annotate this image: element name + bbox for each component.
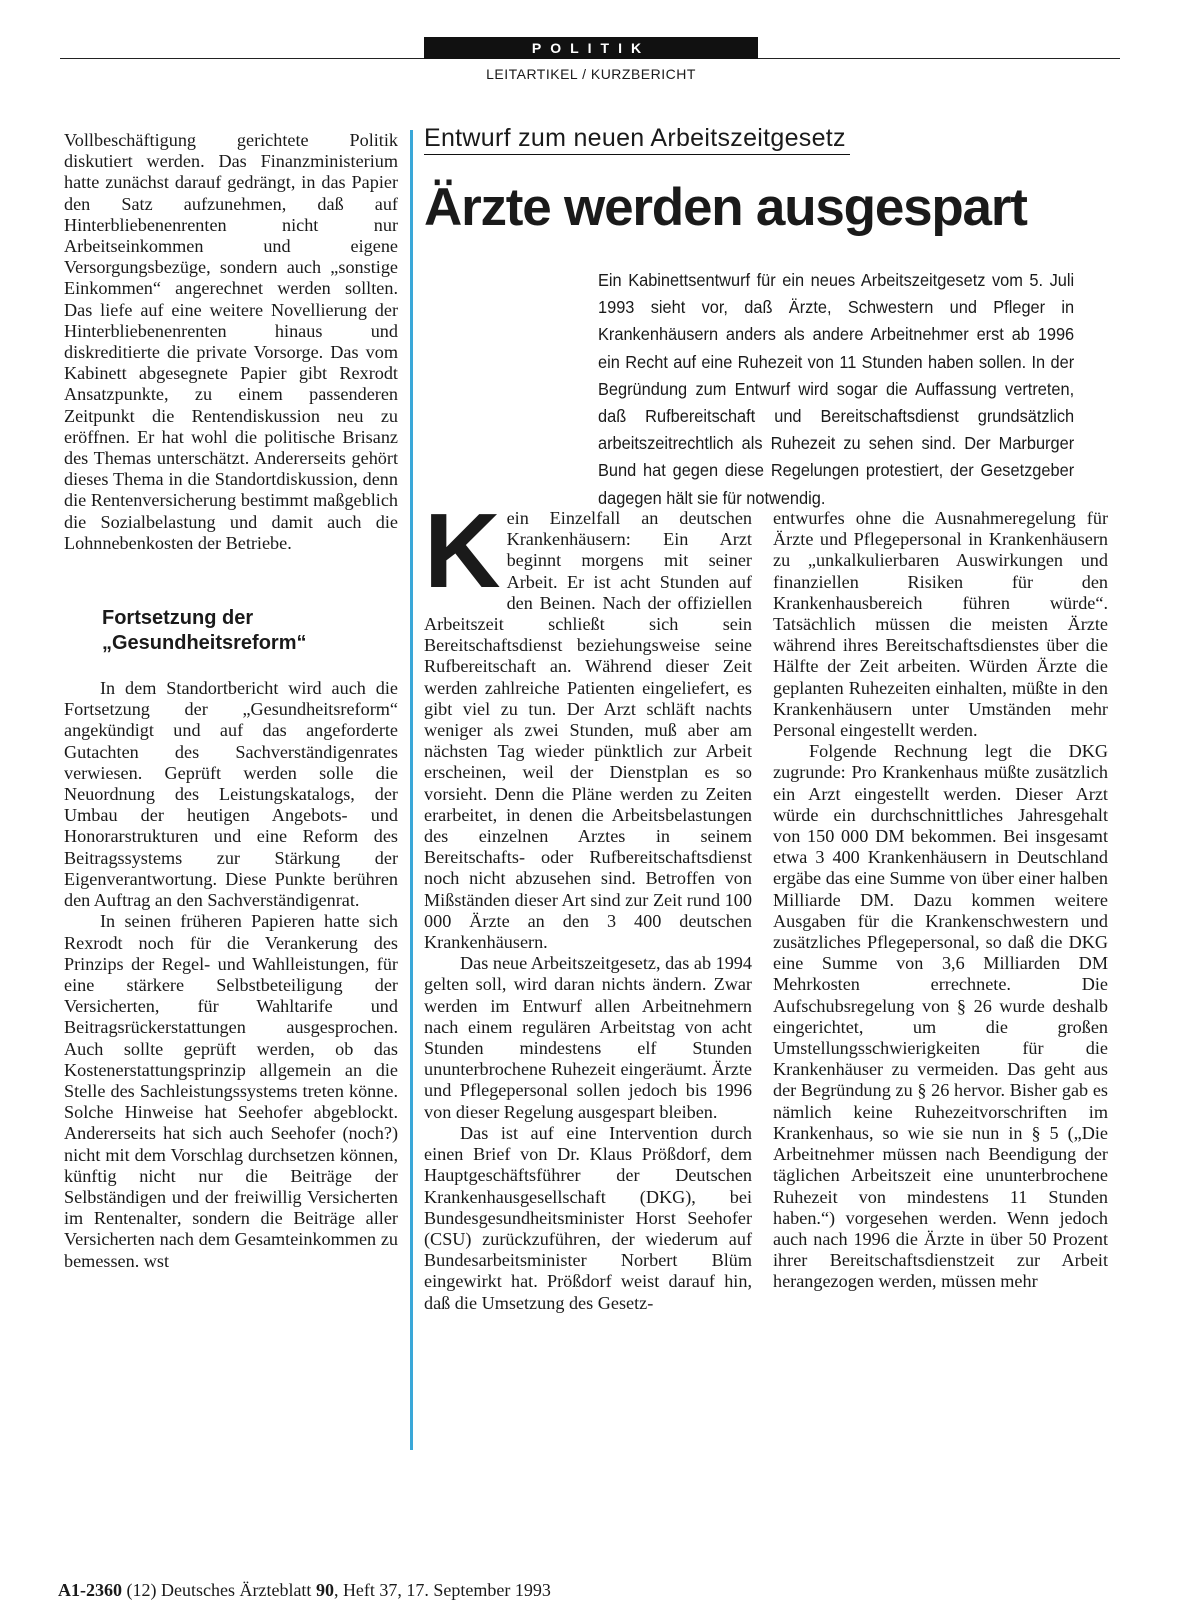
left-column (64, 130, 398, 1272)
issue-date: , Heft 37, 17. September 1993 (333, 1580, 551, 1600)
subheading-line-1: Fortsetzung der (102, 607, 254, 630)
article-headline: Ärzte werden ausgespart (424, 178, 1027, 237)
page-id: A1-2360 (58, 1580, 122, 1600)
article-paragraph-2: Das neue Arbeitszeitgesetz, das ab 1994 gelten soll, wird daran nichts ändern. Zwar werden im Entwurf allen Arbeitnehmern nach einem regulären Arbeitstag von acht Stunden mindestens elf Stunden ununterbrochene Ruhezeit eingeräumt. Ärzte und Pflegepersonal sollen jedoch bis 1996 von dieser Regelung ausgespart bleiben. (424, 953, 752, 1122)
article-lead: Ein Kabinettsentwurf für ein neues Arbeitszeitgesetz vom 5. Juli 1993 sieht vor, daß Ärzte, Schwestern und Pfleger in Krankenhäusern anders als andere Arbeitnehmer erst ab 1996 ein Recht auf eine Ruhezeit von 11 Stunden haben sollen. In der Begründung zum Entwurf wird sogar die Auffassung vertreten, daß Rufbereitschaft und Bereitschaftsdienst grundsätzlich arbeitszeitrechtlich als Ruhezeit zu sehen sind. Der Marburger Bund hat gegen diese Regelungen protestiert, der Gesetzgeber dagegen hält sie für notwendig. (598, 270, 1075, 508)
article-column-2 (773, 508, 1108, 1293)
journal-volume: 90 (315, 1580, 334, 1600)
section-label: POLITIK (424, 37, 758, 59)
article-paragraph-1-text: ein Einzelfall an deutschen Krankenhäusern: Ein Arzt beginnt morgens mit seiner Arbeit. Er ist acht Stunden auf den Beinen. Nach der offiziellen Arbeitszeit schließt sich sein Bereitschaftsdienst beziehungsweise seine Rufbereitschaft an. Während dieser Zeit werden zahlreiche Patienten eingeliefert, es gibt viel zu tun. Der Arzt schläft nachts weniger als zwei Stunden, muß aber am nächsten Tag wieder pünktlich zur Arbeit erscheinen, weil der Dienstplan es so vorsieht. Denn die Pläne werden zu Zeiten erarbeitet, in denen die Arbeitsbelastungen des einzelnen Arztes in seinem Bereitschafts- oder Rufbereitschaftsdienst noch nicht abzusehen sind. Betroffen von Mißständen dieser Art sind zur Zeit rund 100 000 Ärzte an den 3 400 deutschen Krankenhäusern. (424, 508, 752, 953)
article-column-1 (424, 492, 752, 1314)
article-accent-line (410, 130, 413, 1450)
subheading (102, 606, 398, 656)
left-paragraph-1: Vollbeschäftigung gerichtete Politik diskutiert werden. Das Finanzministerium hatte zunächst darauf gedrängt, in das Papier den Satz aufzunehmen, daß auf Hinterbliebenenrenten nicht nur Arbeitseinkommen und eigene Versorgungsbezüge, sondern auch „sonstige Einkommen“ angerechnet werden sollten. Das liefe auf eine weitere Novellierung der Hinterbliebenenrenten hinaus und diskreditierte die private Vorsorge. Das vom Kabinett abgesegnete Papier gibt Rexrodt Ansatzpunkte, zu einem passenderen Zeitpunkt die Rentendiskussion neu zu eröffnen. Er hat wohl die politische Brisanz des Themas unterschätzt. Andererseits gehört dieses Thema in die Standortdiskussion, denn die Rentenversicherung bestimmt maßgeblich die Sozialbelastung und damit auch die Lohnnebenkosten der Betriebe. (64, 130, 398, 553)
drop-cap: K (424, 492, 501, 610)
subsection-label: LEITARTIKEL / KURZBERICHT (486, 66, 696, 82)
subheading-line-2: „Gesundheitsreform“ (102, 632, 307, 655)
article-paragraph-1 (424, 492, 752, 953)
article-kicker: Entwurf zum neuen Arbeitszeitgesetz (424, 122, 850, 155)
journal-citation: (12) Deutsches Ärzteblatt (126, 1580, 312, 1600)
left-paragraph-3: In seinen früheren Papieren hatte sich Rexrodt noch für die Verankerung des Prinzips der Regel- und Wahlleistungen, für eine stärkere Selbstbeteiligung der Versicherten, für Wahltarife und Beitragsrückerstattungen ausgesprochen. Auch sollte geprüft werden, ob das Kostenerstattungsprinzip allgemein an die Stelle des Sachleistungssystems treten könne. Solche Hinweise hat Seehofer abgeblockt. Andererseits hat sich auch Seehofer (noch?) nicht mit dem Vorschlag durchsetzen können, künftig nicht nur die Beiträge der Selbständigen und der freiwillig Versicherten im Rentenalter, sondern die Beiträge aller Versicherten nach dem Gesamteinkommen zu bemessen. wst (64, 911, 398, 1271)
article-paragraph-5: Folgende Rechnung legt die DKG zugrunde: Pro Krankenhaus müßte zusätzlich ein Arzt eingestellt werden. Dieser Arzt würde ein durchschnittliches Jahresgehalt von 150 000 DM bekommen. Bei insgesamt etwa 3 400 Krankenhäusern in Deutschland ergäbe das eine Summe von über einer halben Milliarde DM. Dazu kommen weitere Ausgaben für die Krankenschwestern und zusätzliches Pflegepersonal, so daß die DKG eine Summe von 3,6 Milliarden DM Mehrkosten errechnete. Die Aufschubsregelung von § 26 wurde deshalb eingerichtet, um die großen Umstellungsschwierigkeiten für die Krankenhäuser zu vermeiden. Das geht aus der Begründung zu § 26 hervor. Bisher gab es nämlich keine Ruhezeitvorschriften im Krankenhaus, so wie sie nun in § 5 („Die Arbeitnehmer müssen nach Beendigung der täglichen Arbeitszeit eine ununterbrochene Ruhezeit von mindestens 11 Stunden haben.“) vorgesehen werden. Wenn jedoch auch nach 1996 die Ärzte in über 50 Prozent ihrer Bereitschaftsdienstzeit zur Arbeit herangezogen werden, müssen mehr (773, 741, 1108, 1292)
article-paragraph-3: Das ist auf eine Intervention durch einen Brief von Dr. Klaus Prößdorf, dem Hauptgeschäftsführer der Deutschen Krankenhausgesellschaft (DKG), bei Bundesgesundheitsminister Horst Seehofer (CSU) zurückzuführen, der wiederum auf Bundesarbeitsminister Norbert Blüm eingewirkt hat. Prößdorf weist darauf hin, daß die Umsetzung des Gesetz- (424, 1122, 752, 1313)
left-paragraph-2: In dem Standortbericht wird auch die Fortsetzung der „Gesundheitsreform“ angekündigt und auf das angeforderte Gutachten des Sachverständigenrates verwiesen. Geprüft werden solle die Neuordnung des Leistungskatalogs, der Umbau der heutigen Angebots- und Honorarstrukturen und eine Reform des Beitragssystems zur Stärkung der Eigenverantwortung. Diese Punkte berühren den Auftrag an den Sachverständigenrat. (64, 678, 398, 911)
page-footer (58, 1580, 551, 1601)
article-paragraph-4: entwurfes ohne die Ausnahmeregelung für Ärzte und Pflegepersonal in Krankenhäusern zu „unkalkulierbaren Auswirkungen und finanziellen Risiken für den Krankenhausbereich führen würde“. Tatsächlich müssen die meisten Ärzte während ihres Bereitschaftsdienstes über die Hälfte der Zeit arbeiten. Würden Ärzte die geplanten Ruhezeiten einhalten, müßte in den Krankenhäusern unter Umständen mehr Personal eingestellt werden. (773, 508, 1108, 741)
